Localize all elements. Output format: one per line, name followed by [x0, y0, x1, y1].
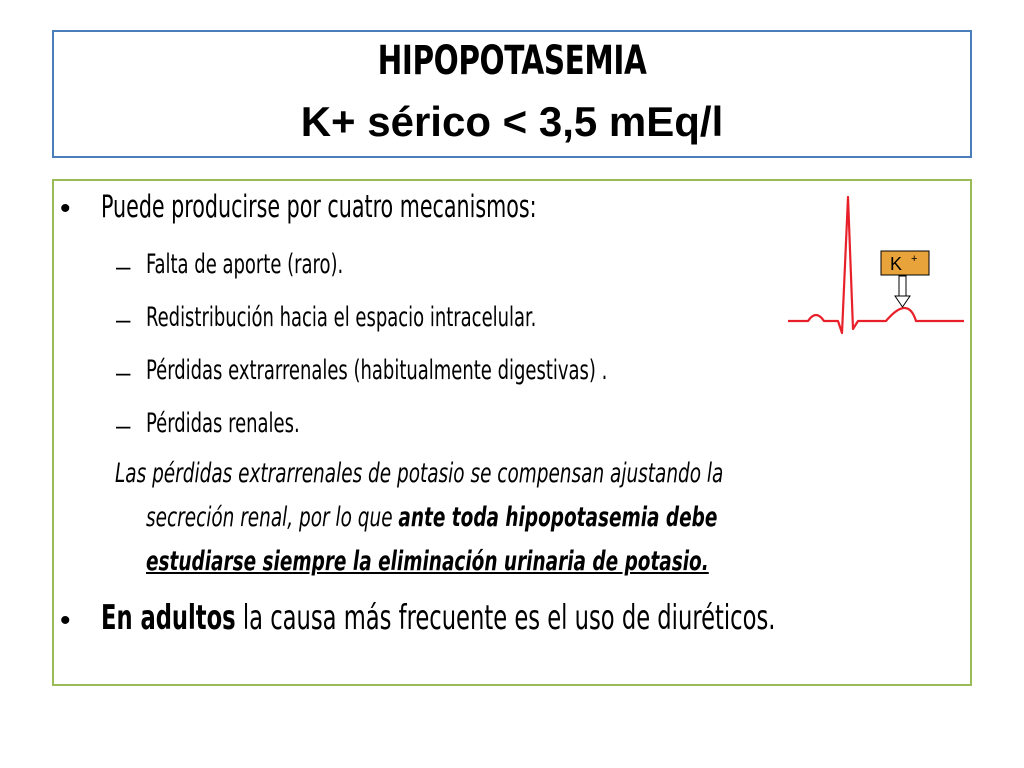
- potassium-label-box: [881, 251, 929, 275]
- bullet-adultos-rest: la causa más frecuente es el uso de diuréticos.: [235, 598, 776, 638]
- note-line-2: [146, 502, 717, 533]
- note-line-2-plain: secreción renal, por lo que: [146, 502, 399, 533]
- bullet-marker: •: [60, 604, 71, 637]
- sub-item-extrarrenales: Pérdidas extrarrenales (habitualmente digestivas) .: [146, 355, 608, 386]
- bullet-marker: •: [60, 192, 71, 225]
- dash-marker: –: [116, 304, 131, 334]
- dash-marker: –: [116, 410, 131, 440]
- title-box: [52, 30, 972, 158]
- slide-subtitle: K+ sérico < 3,5 mEq/l: [300, 98, 724, 145]
- note-line-3: [146, 546, 709, 577]
- bullet-adultos-bold: En adultos: [101, 598, 236, 638]
- note-line-3-bold: estudiarse siempre la eliminación urinaria de potasio.: [146, 546, 709, 577]
- sub-item-redistribucion: Redistribución hacia el espacio intracelular.: [146, 302, 537, 333]
- potassium-label: K: [890, 254, 903, 274]
- bullet-mechanisms: Puede producirse por cuatro mecanismos:: [101, 189, 537, 225]
- slide-title: HIPOPOTASEMIA: [377, 38, 647, 84]
- sub-item-aporte: Falta de aporte (raro).: [146, 249, 344, 280]
- dash-marker: –: [116, 251, 131, 281]
- ecg-potassium-illustration: [786, 183, 968, 363]
- note-line-1: Las pérdidas extrarrenales de potasio se compensan ajustando la: [115, 458, 724, 489]
- sub-item-renales: Pérdidas renales.: [146, 408, 300, 439]
- dash-marker: –: [116, 357, 131, 387]
- bullet-adultos: [101, 598, 775, 638]
- note-line-2-bold: ante toda hipopotasemia debe: [398, 502, 718, 533]
- potassium-label-sup: +: [911, 253, 918, 265]
